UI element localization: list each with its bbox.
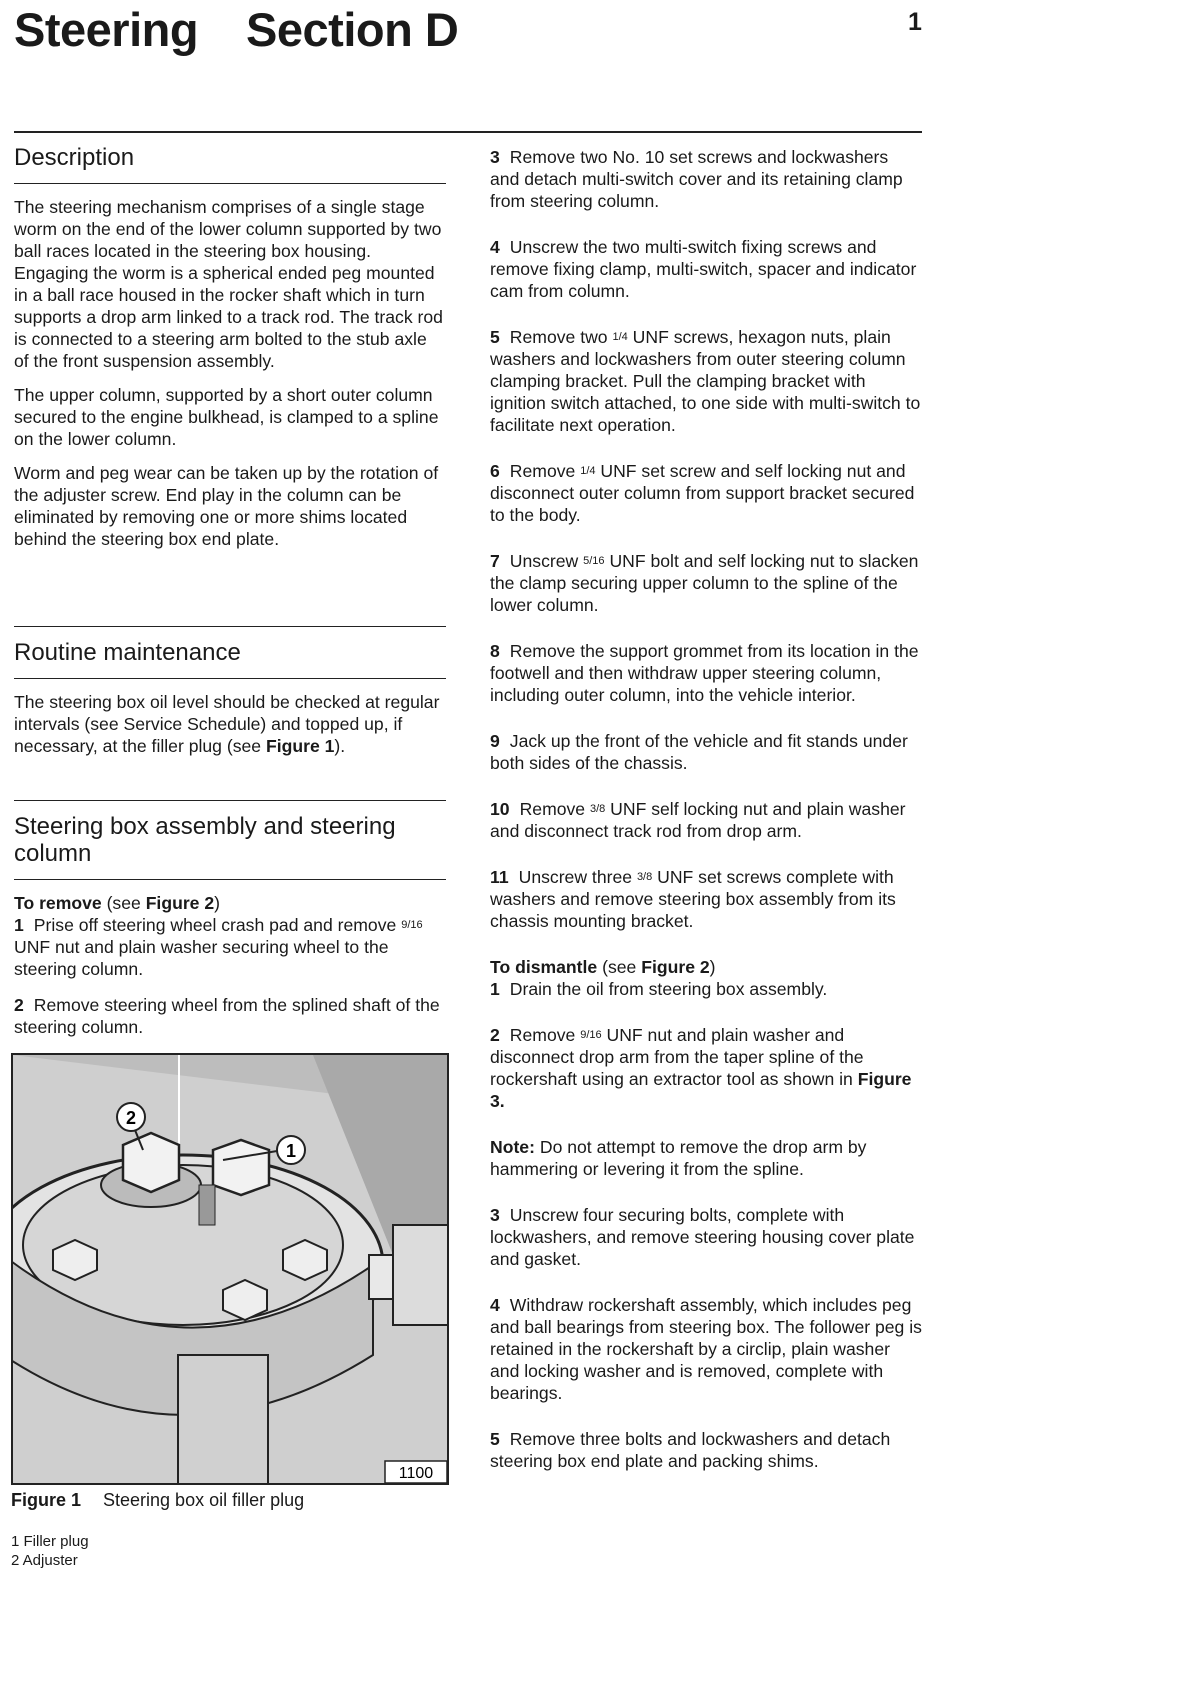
dismantle-step-4: 4 Withdraw rockershaft assembly, which includes peg and ball bearings from steering box. The follower peg is retained in the rockershaft by a circlip, plain washer and locking washer and is removed, complete with bearings. [490,1295,922,1403]
remove-step-7: 7 Unscrew 5/16 UNF bolt and self locking nut to slacken the clamp securing upper column to the spline of the lower column. [490,551,919,615]
remove-step-6: 6 Remove 1/4 UNF set screw and self locking nut and disconnect outer column from support bracket secured to the body. [490,461,915,525]
remove-step-5: 5 Remove two 1/4 UNF screws, hexagon nuts, plain washers and lockwashers from outer steering column clamping bracket. Pull the clamping bracket with ignition switch attached, to one side with multi-switch to facilitate next operation. [490,327,921,435]
page-number: 1 [908,8,922,36]
figure-label: Figure 1 [11,1490,82,1510]
top-divider [14,131,922,133]
figure-1-image [11,1053,449,1485]
description-p3: Worm and peg wear can be taken up by the rotation of the adjuster screw. End play in the column can be eliminated by removing one or more shims located behind the steering box end plate. [14,463,439,549]
divider [14,183,446,184]
legend-item: 1 Filler plug [11,1533,89,1550]
remove-step-1: 1 Prise off steering wheel crash pad and remove 9/16 UNF nut and plain washer securing wheel to the steering column. [14,915,423,979]
fraction: 9/16 [401,919,423,931]
divider [14,800,446,801]
remove-step-10: 10 Remove 3/8 UNF self locking nut and plain washer and disconnect track rod from drop arm. [490,799,906,841]
figure-code: 1100 [398,1465,434,1482]
remove-step-8: 8 Remove the support grommet from its location in the footwell and then withdraw upper steering column, including outer column, into the vehicle interior. [490,641,919,705]
fraction: 3/8 [589,803,606,815]
divider [14,626,446,627]
dismantle-step-3: 3 Unscrew four securing bolts, complete with lockwashers, and remove steering housing cover plate and gasket. [490,1205,915,1269]
note: Note: Do not attempt to remove the drop arm by hammering or levering it from the spline. [490,1137,867,1179]
to-remove-subheading: To remove (see Figure 2) [14,893,220,913]
callout-2: 2 [125,1108,137,1128]
routine-p1: The steering box oil level should be checked at regular intervals (see Service Schedule) and topped up, if necessary, at the filler plug (see Figure 1). [14,692,440,756]
routine-heading: Routine maintenance [14,639,241,666]
fraction: 1/4 [580,465,596,477]
figure-caption-text: Steering box oil filler plug [103,1490,305,1510]
divider [14,879,446,880]
title-steering: Steering [14,3,199,56]
legend-item: 2 Adjuster [11,1552,78,1569]
dismantle-step-1: 1 Drain the oil from steering box assembly. [490,979,828,999]
callout-1: 1 [285,1141,297,1161]
dismantle-step-5: 5 Remove three bolts and lockwashers and detach steering box end plate and packing shims. [490,1429,891,1471]
page-title [14,2,458,57]
dismantle-step-2: 2 Remove 9/16 UNF nut and plain washer and disconnect drop arm from the taper spline of the rockershaft using an extractor tool as shown in Figure 3. [490,1025,912,1111]
fraction: 9/16 [580,1029,602,1041]
fraction: 5/16 [583,555,605,567]
assembly-section [14,800,446,1038]
remove-step-2: 2 Remove steering wheel from the splined shaft of the steering column. [14,995,440,1037]
steering-box-illustration [13,1055,447,1483]
remove-step-9: 9 Jack up the front of the vehicle and fit stands under both sides of the chassis. [490,731,908,773]
right-column [490,146,922,1472]
description-heading: Description [14,144,135,171]
remove-step-4: 4 Unscrew the two multi-switch fixing screws and remove fixing clamp, multi-switch, spacer and indicator cam from column. [490,237,917,301]
fraction: 3/8 [636,871,653,883]
title-section: Section D [246,3,459,56]
description-p1: The steering mechanism comprises of a single stage worm on the end of the lower column supported by two ball races located in the steering box housing. Engaging the worm is a spherical ended peg mounted in a ball race housed in the rocker shaft which in turn supports a drop arm linked to a track rod. The track rod is connected to a steering arm bolted to the stub axle of the front suspension assembly. [14,197,443,371]
description-p2: The upper column, supported by a short outer column secured to the engine bulkhead, is clamped to a spline on the lower column. [14,385,439,449]
fraction: 1/4 [612,331,628,343]
description-section [14,144,446,550]
remove-step-3: 3 Remove two No. 10 set screws and lockwashers and detach multi-switch cover and its retaining clamp from steering column. [490,147,903,211]
divider [14,678,446,679]
routine-section [14,626,446,757]
to-dismantle-subheading: To dismantle (see Figure 2) [490,957,716,977]
figure-ref[interactable]: Figure 2 [145,893,215,913]
figure-ref[interactable]: Figure 3. [490,1069,912,1111]
figure-1-caption [11,1490,304,1511]
figure-ref[interactable]: Figure 1 [265,736,335,756]
remove-step-11: 11 Unscrew three 3/8 UNF set screws complete with washers and remove steering box assembly from its chassis mounting bracket. [490,867,896,931]
assembly-heading: Steering box assembly and steering column [14,813,396,867]
figure-ref[interactable]: Figure 2 [641,957,710,977]
